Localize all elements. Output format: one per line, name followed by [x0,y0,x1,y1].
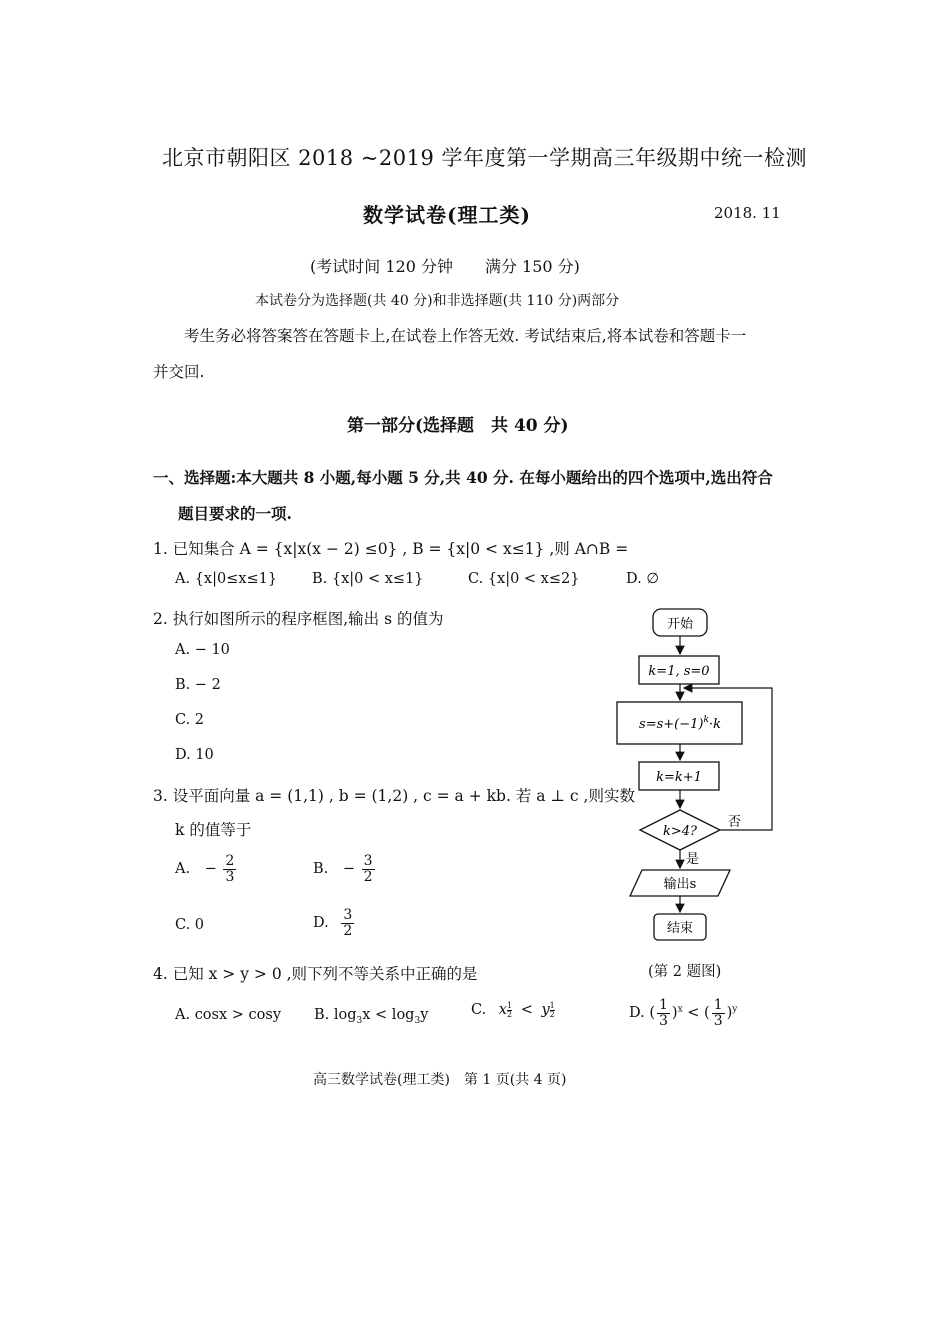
q3-option-d-denominator: 2 [343,922,353,939]
q3-option-b [313,854,377,884]
structure-note: 本试卷分为选择题(共 40 分)和非选择题(共 110 分)两部分 [255,293,620,309]
section-title-line-1: 一、选择题:本大题共 8 小题,每小题 5 分,共 40 分. 在每小题给出的四个选项中,选出符合 [153,468,773,487]
q4-option-d-label: D. ( [629,1005,655,1022]
paper-subtitle: 数学试卷(理工类) [363,203,531,227]
q4-option-d-frac2 [712,998,725,1028]
q4-option-d-frac1 [657,998,670,1028]
q3-option-d-numerator: 3 [343,907,353,923]
q4-option-c-exp2-den: 2 [549,1010,555,1019]
q3-option-a [175,854,238,884]
q3-option-a-sign: − [204,861,217,878]
q4-option-c-exp1-num: 1 [506,1001,513,1010]
q4-option-c [471,1002,555,1019]
q4-option-b-mid: x < log [362,1007,415,1023]
flowchart-condition-text: k>4? [662,824,698,839]
q3-option-a-fraction [223,854,236,884]
q4-option-b-base2: 3 [414,1015,421,1026]
flowchart-no-label: 否 [728,815,742,830]
q2-option-c: C. 2 [175,712,205,728]
instructions-line-1: 考生务必将答案答在答题卡上,在试卷上作答无效. 考试结束后,将本试卷和答题卡一 [184,327,747,345]
q4-option-c-exp2-num: 1 [549,1001,555,1010]
q3-option-b-label: B. [313,861,329,878]
instructions-line-2: 并交回. [153,363,205,381]
flowchart-update-s-text [639,715,721,732]
q4-option-d-frac1-num: 1 [658,997,668,1013]
q3-option-a-denominator: 3 [225,868,235,885]
q3-option-d-fraction [341,908,354,938]
q3-stem-line-1: 3. 设平面向量 a = (1,1) , b = (1,2) , c = a + kb. 若 a ⊥ c ,则实数 [153,787,635,805]
q3-option-b-denominator: 2 [363,868,373,885]
flowchart-update-s-tail: ·k [708,717,721,732]
q4-option-b-log1: B. log [314,1007,357,1023]
q1-option-c: C. {x|0 < x≤2} [468,571,580,587]
flowchart-start-text: 开始 [666,617,694,632]
flowchart-init-text: k=1, s=0 [648,664,710,679]
q1-option-b: B. {x|0 < x≤1} [312,571,424,587]
q4-option-c-lt: < [520,1002,533,1018]
page-footer: 高三数学试卷(理工类) 第 1 页(共 4 页) [313,1072,567,1088]
q4-option-c-exp1-den: 2 [506,1010,513,1019]
q4-option-b [314,1007,428,1026]
q4-option-c-exp1 [507,1002,512,1019]
q4-option-c-label: C. [471,1002,487,1018]
q1-stem: 1. 已知集合 A = {x|x(x − 2) ≤0} , B = {x|0 < x≤1} ,则 A∩B = [153,540,629,558]
q4-option-d-exp2: y [732,1004,738,1015]
flowchart-output-text: 输出s [663,877,697,892]
q2-stem: 2. 执行如图所示的程序框图,输出 s 的值为 [153,610,444,628]
q2-option-b: B. − 2 [175,677,221,693]
q4-option-c-exp2 [550,1002,555,1019]
q4-option-d [629,998,737,1028]
flowchart-yes-label: 是 [686,852,700,867]
q3-stem-line-2: k 的值等于 [175,821,252,839]
part1-heading: 第一部分(选择题 共 40 分) [347,416,569,436]
q4-option-a: A. cosx > cosy [175,1007,282,1023]
exam-date: 2018. 11 [714,204,781,222]
section-title-line-2: 题目要求的一项. [178,504,292,523]
q3-option-b-numerator: 3 [363,853,373,869]
q4-option-b-base1: 3 [356,1015,363,1026]
q4-option-d-exp1: x [677,1004,683,1015]
q4-option-c-y: y [541,1002,550,1018]
q3-option-b-fraction [362,854,375,884]
q3-option-d-label: D. [313,915,329,932]
q3-option-a-numerator: 2 [225,853,235,869]
q1-option-a: A. {x|0≤x≤1} [175,571,278,587]
q3-option-d [313,908,356,938]
q4-option-c-x: x [498,1002,507,1018]
flowchart-end-text: 结束 [666,921,694,936]
q2-option-a: A. − 10 [175,642,230,658]
flowchart-update-k-text: k=k+1 [656,770,702,785]
flowchart [600,600,800,950]
exam-info: (考试时间 120 分钟 满分 150 分) [310,257,580,276]
q4-option-d-frac2-den: 3 [713,1012,723,1029]
q4-option-d-lt: < ( [687,1005,710,1022]
q1-option-d: D. ∅ [626,571,659,587]
q4-option-d-close1: ) [671,1005,678,1022]
q3-option-b-sign: − [342,861,356,878]
q2-option-d: D. 10 [175,747,214,763]
q3-option-c: C. 0 [175,917,205,933]
q4-option-d-frac1-den: 3 [658,1012,668,1029]
flowchart-caption: (第 2 题图) [648,964,722,980]
q4-option-d-frac2-num: 1 [713,997,723,1013]
flowchart-update-s-main: s=s+(−1) [639,717,704,732]
q4-stem: 4. 已知 x > y > 0 ,则下列不等关系中正确的是 [153,965,478,983]
q3-option-a-label: A. [175,861,191,878]
exam-title: 北京市朝阳区 2018 ~2019 学年度第一学期高三年级期中统一检测 [162,146,808,170]
q4-option-d-close2: ) [726,1005,733,1022]
q4-option-b-end: y [420,1007,429,1023]
flowchart-update-s-exp: k [703,715,709,725]
